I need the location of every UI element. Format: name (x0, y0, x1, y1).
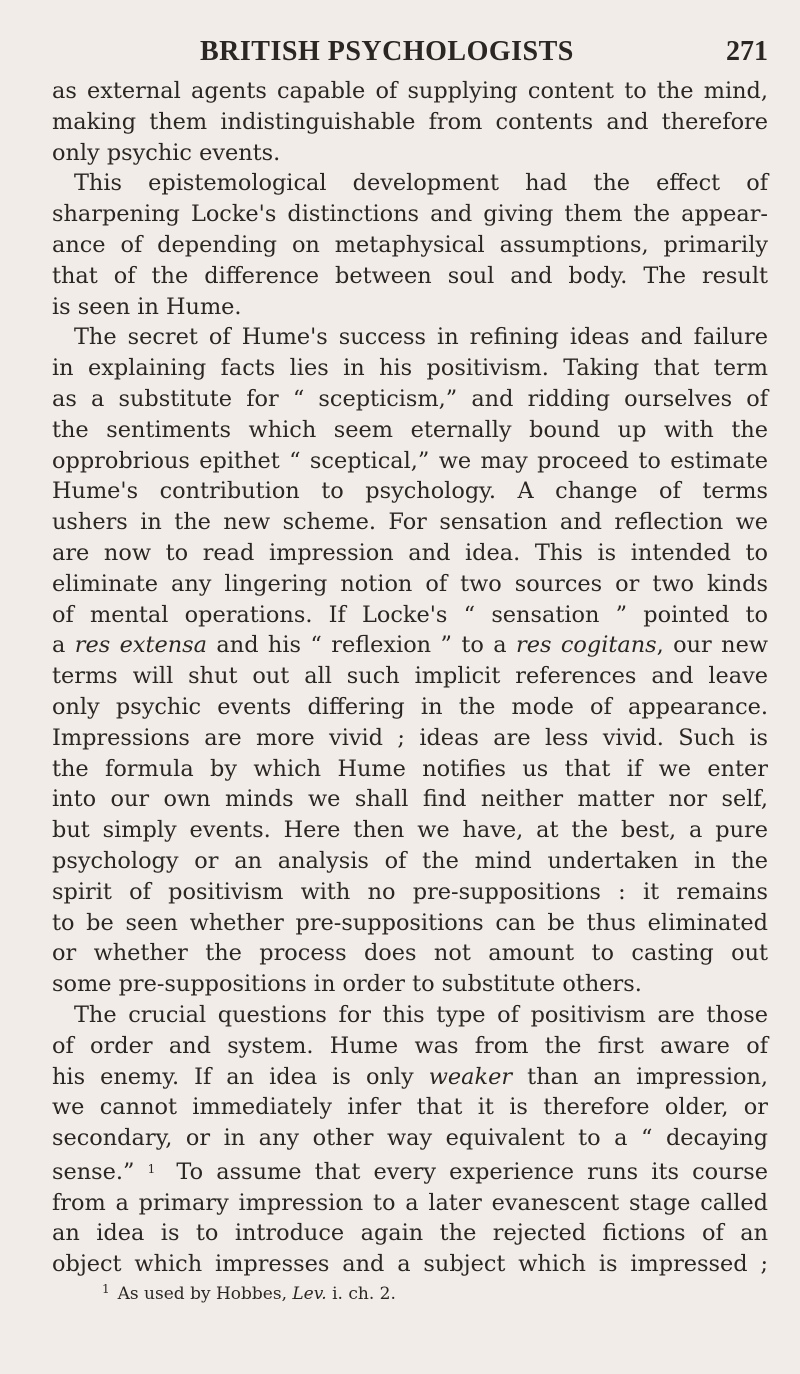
text-line: we cannot immediately infer that it is therefore older, or (52, 1094, 768, 1121)
text-line: only psychic events. (52, 139, 281, 166)
text-line: making them indistinguishable from contents and therefore (52, 108, 768, 135)
text-line: sharpening Locke's distinctions and giving them the appear- (52, 201, 768, 228)
text-line: of order and system. Hume was from the first aware of (52, 1032, 768, 1059)
text-line: terms will shut out all such implicit references and leave (52, 663, 768, 690)
footnote-marker: 1 (102, 1282, 110, 1297)
text-line: the sentiments which seem eternally bound up with the (52, 416, 768, 443)
text-line: from a primary impression to a later evanescent stage called (52, 1189, 768, 1216)
text-line: the formula by which Hume notifies us that if we enter (52, 755, 768, 782)
text-line: ushers in the new scheme. For sensation and reflection we (52, 509, 768, 536)
text-line: as a substitute for “ scepticism,” and ridding ourselves of (52, 385, 768, 412)
text-line: Hume's contribution to psychology. A change of terms (52, 478, 768, 505)
book-page (52, 30, 768, 1305)
text-line: opprobrious epithet “ sceptical,” we may proceed to estimate (52, 447, 768, 474)
text-line: as external agents capable of supplying content to the mind, (52, 78, 768, 104)
text-line: Impressions are more vivid ; ideas are less vivid. Such is (52, 724, 768, 751)
text-line: his enemy. If an idea is only weaker than an impression, (52, 1063, 768, 1090)
text-line: spirit of positivism with no pre-suppositions : it remains (52, 878, 768, 905)
text-line: an idea is to introduce again the rejected fictions of an (52, 1220, 768, 1247)
footnote-reference: 1 (147, 1161, 156, 1176)
page-number: 271 (726, 36, 768, 67)
text-line: but simply events. Here then we have, at the best, a pure (52, 817, 768, 844)
text-line: ance of depending on metaphysical assumptions, primarily (52, 231, 768, 258)
text-line: of mental operations. If Locke's “ sensation ” pointed to (52, 601, 768, 628)
text-line: only psychic events differing in the mode of appearance. (52, 693, 768, 720)
text-line: in explaining facts lies in his positivism. Taking that term (52, 355, 768, 382)
text-line: This epistemological development had the effect of (74, 170, 768, 197)
text-line: sense.” $^1$ To assume that every experience runs its course (52, 1158, 768, 1185)
text-line: that of the difference between soul and body. The result (52, 262, 768, 289)
running-title: BRITISH PSYCHOLOGISTS (200, 36, 574, 67)
page-header (52, 30, 768, 76)
text-line: The secret of Hume's success in refining ideas and failure (74, 324, 768, 351)
text-line: some pre-suppositions in order to substitute others. (52, 971, 642, 998)
footnote: $^1$ As used by Hobbes, Lev. i. ch. 2. (102, 1282, 396, 1305)
text-line: secondary, or in any other way equivalent to a “ decaying (52, 1125, 768, 1152)
text-line: object which impresses and a subject which is impressed ; (52, 1251, 768, 1278)
text-line: psychology or an analysis of the mind undertaken in the (52, 847, 768, 874)
text-line: are now to read impression and idea. This is intended to (52, 539, 768, 566)
text-line: to be seen whether pre-suppositions can be thus eliminated (52, 909, 768, 936)
body-text (52, 76, 768, 1280)
text-line: The crucial questions for this type of positivism are those (74, 1001, 768, 1028)
text-line: is seen in Hume. (52, 293, 242, 320)
text-line: eliminate any lingering notion of two sources or two kinds (52, 570, 768, 597)
text-line: a res extensa and his “ reflexion ” to a res cogitans, our new (52, 632, 768, 659)
text-line: into our own minds we shall find neither matter nor self, (52, 786, 768, 813)
text-line: or whether the process does not amount to casting out (52, 940, 768, 967)
